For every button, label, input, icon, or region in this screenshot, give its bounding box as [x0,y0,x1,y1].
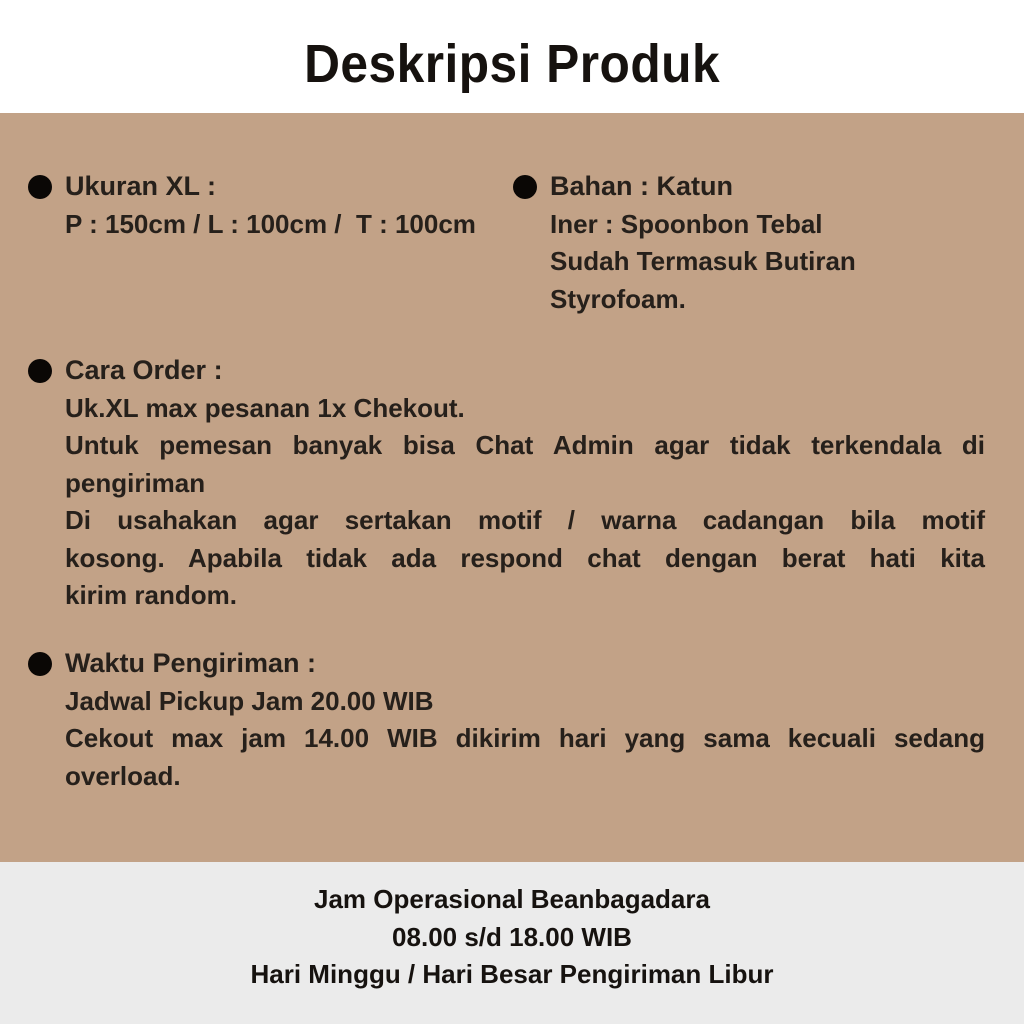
section-line: P : 150cm / L : 100cm / T : 100cm [65,208,476,239]
description-panel [0,113,1024,862]
section-waktu-pengiriman [0,645,1024,795]
header [0,0,1024,113]
footer-operational-hours [0,862,1024,1024]
section-line: kosong. Apabila tidak ada respond chat dengan berat hati kita [65,542,985,573]
section-line: pengiriman [65,467,206,498]
section-line: Uk.XL max pesanan 1x Chekout. [65,392,465,423]
section-title: Ukuran XL : [65,171,217,201]
section-title: Waktu Pengiriman : [65,648,317,678]
section-line: Styrofoam. [550,283,686,314]
section-line: Jadwal Pickup Jam 20.00 WIB [65,685,434,716]
section-line: Iner : Spoonbon Tebal [550,208,823,239]
section-line: Untuk pemesan banyak bisa Chat Admin agar tidak terkendala di [65,430,985,460]
section-bahan [485,168,1024,318]
section-line: kirim random. [65,580,237,610]
section-line: Sudah Termasuk Butiran [550,246,856,276]
section-title: Cara Order : [65,355,223,385]
section-line: overload. [65,760,181,791]
footer-line: Jam Operasional Beanbagadara [314,884,710,914]
section-ukuran [0,168,485,243]
bullet-icon [513,175,537,199]
footer-line: Hari Minggu / Hari Besar Pengiriman Libur [250,959,774,989]
footer-line: 08.00 s/d 18.00 WIB [392,921,632,952]
bullet-icon [28,359,52,383]
section-line: Di usahakan agar sertakan motif / warna cadangan bila motif [65,505,985,535]
section-title: Bahan : Katun [550,171,734,201]
section-line: Cekout max jam 14.00 WIB dikirim hari yang sama kecuali sedang [65,723,985,753]
bullet-icon [28,652,52,676]
page-title: Deskripsi Produk [304,33,720,94]
bullet-icon [28,175,52,199]
section-cara-order [0,352,1024,615]
